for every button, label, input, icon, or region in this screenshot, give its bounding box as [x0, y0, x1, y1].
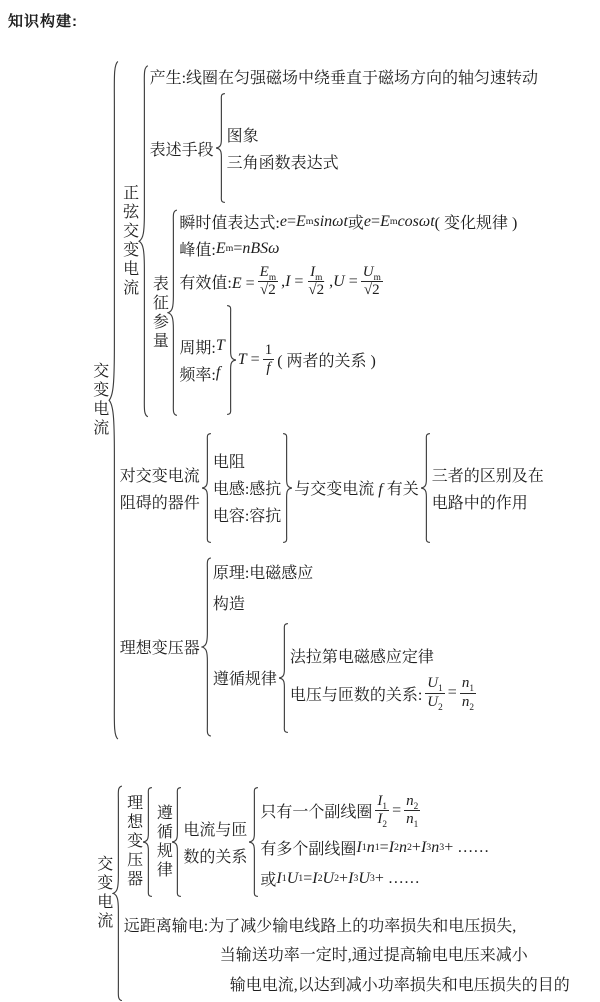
effective-formula [179, 264, 385, 300]
formula-text: 只有一个副线圈 [260, 799, 372, 822]
ratio-label-line: 数的关系 [183, 844, 247, 867]
transformer-label: 理想变压器 [120, 635, 200, 658]
rules-children [290, 640, 479, 715]
impedance-right-line: 电路中的作用 [432, 490, 528, 513]
fraction: $\frac{I_1}{I_2}$ [375, 793, 389, 829]
bottom-root-children [124, 784, 570, 1002]
top-root-children [120, 57, 544, 744]
impedance-right-line: 三者的区别及在 [432, 463, 544, 486]
formula-text: 有效值:E = [179, 270, 254, 293]
left-brace-icon [278, 623, 289, 733]
impedance-right [432, 461, 544, 515]
top-root-node [90, 57, 600, 744]
formula-text: 电压与匝数的关系: [290, 682, 422, 705]
produce-line: 产生:线圈在匀强磁场中绕垂直于磁场方向的轴匀速转动 [150, 65, 538, 88]
bottom-transformer-node [124, 786, 489, 898]
top-diagram [90, 57, 600, 744]
right-brace-icon [282, 433, 293, 543]
left-brace-icon [215, 93, 226, 203]
page-title: 知识构建: [0, 0, 600, 31]
fraction: $\frac{E_m}{√2}$ [258, 264, 278, 300]
impedance-node [120, 432, 544, 544]
instant-formula: 瞬时值表达式: e = E m sinωt 或 e = E m cosωt ( 变化规律 ) [179, 210, 517, 233]
period-freq-pair [179, 333, 224, 387]
ratio-label [183, 815, 247, 869]
transmission-line: 远距离输电:为了减少输电线路上的功率损失和电压损失, [124, 912, 570, 942]
fraction: $\frac{I_m}{√2}$ [306, 264, 326, 300]
express-item: 图象 [227, 123, 259, 146]
single-coil-formula [260, 793, 423, 829]
bottom-transformer-label: 理想变压器 [124, 794, 141, 889]
freq-line: 频率: f [179, 362, 220, 385]
impedance-label-line: 对交变电流 [120, 463, 200, 486]
left-brace-icon [201, 557, 212, 737]
sine-ac-children [150, 63, 538, 420]
express-node [150, 92, 339, 204]
top-root-label: 交变电流 [90, 362, 107, 438]
transmission-block [124, 912, 570, 1001]
left-brace-icon [108, 58, 119, 743]
impedance-relation: 与交变电流 f 有关 [294, 476, 418, 499]
transformer-structure: 构造 [213, 591, 245, 614]
tf-formula [238, 342, 376, 378]
express-items [227, 121, 339, 175]
impedance-item: 电容:容抗 [213, 503, 281, 526]
left-brace-icon [142, 787, 153, 897]
left-brace-icon [201, 433, 212, 543]
ratio-label-line: 电流与匝 [183, 817, 247, 840]
period-freq-node [179, 304, 375, 416]
left-brace-icon [171, 787, 182, 897]
transformer-node [120, 556, 479, 738]
formula-text: ,I = [281, 273, 303, 291]
sine-ac-node [120, 63, 538, 420]
or-multi-coil-formula: 或 I 1 U 1 = I 2 U 2 + I 3 U 3 + …… [260, 867, 420, 890]
left-brace-icon [138, 64, 149, 419]
transformer-children [213, 556, 479, 738]
ratio-cases [260, 789, 489, 895]
left-brace-icon [420, 433, 431, 543]
params-label: 表征参量 [150, 275, 167, 351]
bottom-root-node [94, 784, 600, 1002]
rules-node [213, 622, 479, 734]
transformer-principle: 原理:电磁感应 [213, 560, 313, 583]
multi-coil-formula: 有多个副线圈 I 1 n 1 = I 2 n 2 + I 3 n 3 + …… [260, 836, 489, 859]
fraction: $\frac{n_1}{n_2}$ [460, 675, 476, 711]
impedance-label-line: 阻碍的器件 [120, 490, 200, 513]
peak-formula: 峰值: E m = nBSω [179, 237, 279, 260]
bottom-diagram [94, 784, 600, 1002]
impedance-item: 电阻 [213, 449, 245, 472]
formula-text: ,U = [329, 273, 358, 291]
fraction: $\frac{U_m}{√2}$ [361, 264, 383, 300]
faraday-law: 法拉第电磁感应定律 [290, 644, 434, 667]
impedance-item: 电感:感抗 [213, 476, 281, 499]
params-children [179, 208, 517, 418]
rules-label: 遵循规律 [213, 666, 277, 689]
left-brace-icon [167, 209, 178, 417]
impedance-items [213, 447, 281, 528]
left-brace-icon [248, 787, 259, 897]
period-line: 周期: T [179, 335, 224, 358]
formula-text: T = [238, 351, 260, 369]
impedance-label [120, 461, 200, 515]
formula-text: = [448, 684, 457, 702]
bottom-root-label: 交变电流 [94, 855, 111, 931]
express-label: 表述手段 [150, 137, 214, 160]
formula-text: = [392, 802, 401, 820]
transmission-line: 输电电流,以达到减小功率损失和电压损失的目的 [230, 971, 570, 1001]
right-brace-icon [226, 305, 237, 415]
fraction: $\frac{U_1}{U_2}$ [425, 675, 445, 711]
left-brace-icon [112, 785, 123, 1002]
params-node [150, 208, 518, 418]
bottom-rules-label: 遵循规律 [154, 804, 171, 880]
sine-ac-label: 正弦交变电流 [120, 184, 137, 298]
voltage-ratio-formula [290, 675, 479, 711]
express-item: 三角函数表达式 [227, 150, 339, 173]
transmission-line: 当输送功率一定时,通过提高输电电压来减小 [220, 941, 570, 971]
fraction: $\frac{n_2}{n_1}$ [404, 793, 420, 829]
formula-text: ( 两者的关系 ) [277, 348, 376, 371]
fraction: $\frac{1}{f}$ [263, 342, 275, 378]
